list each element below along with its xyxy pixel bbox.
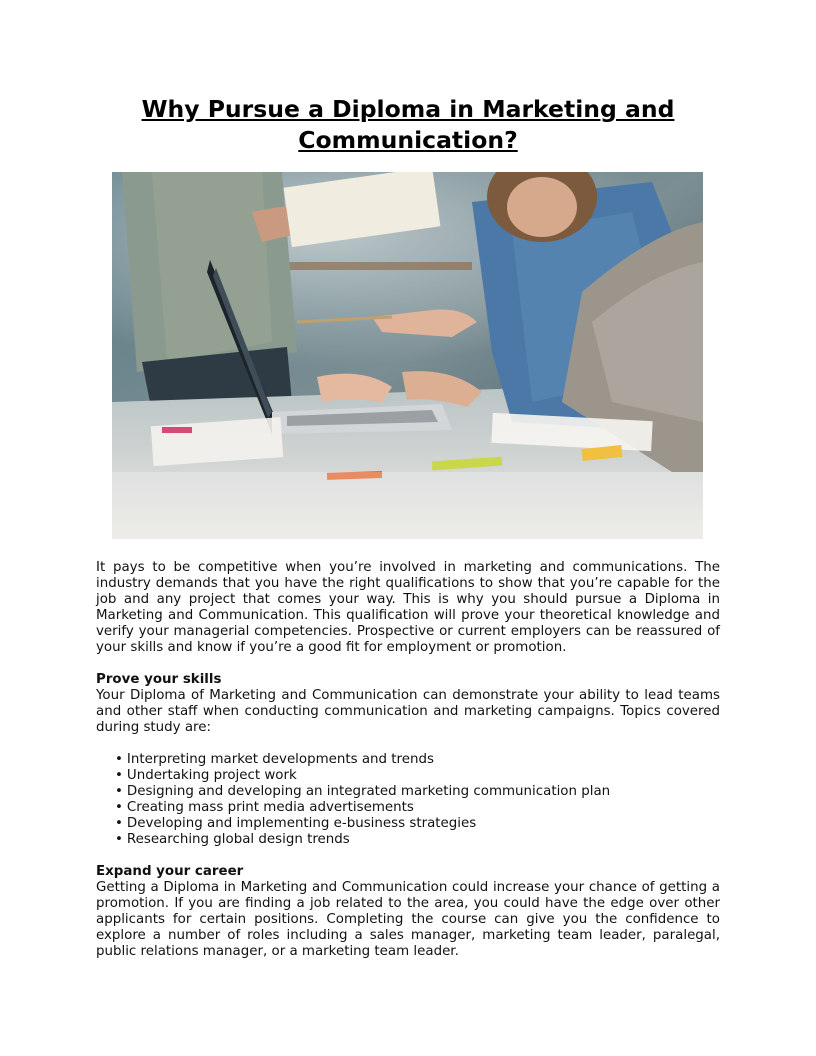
list-item: • Researching global design trends [115,832,610,848]
intro-paragraph: It pays to be competitive when you’re involved in marketing and communications. The industry demands that you have the right qualifications to show that you’re capable for the job and any project that comes your way. This is why you should pursue a Diploma in Marketing and Communication. This qualification will prove your theoretical knowledge and verify your managerial competencies. Prospective or current employers can be reassured of your skills and know if you’re a good fit for employment or promotion. [96,560,720,655]
list-item: • Designing and developing an integrated marketing communication plan [115,784,610,800]
list-item: • Interpreting market developments and trends [115,752,610,768]
list-item: • Undertaking project work [115,768,610,784]
section-text-prove-skills: Your Diploma of Marketing and Communication can demonstrate your ability to lead teams and other staff when conducting communication and marketing campaigns. Topics covered during study are: [96,688,720,735]
section-heading-prove-skills: Prove your skills [96,672,222,687]
list-item: • Developing and implementing e-business strategies [115,816,610,832]
page-title: Why Pursue a Diploma in Marketing and Communication? [141,95,675,154]
section-text-expand-career: Getting a Diploma in Marketing and Communication could increase your chance of getting a promotion. If you are finding a job related to the area, you could have the edge over other applicants for certain positions. Completing the course can give you the confidence to explore a number of roles including a sales manager, marketing team leader, paralegal, public relations manager, or a marketing team leader. [96,880,720,959]
topics-list [115,752,610,848]
team-meeting-photo [112,172,703,539]
list-item: • Creating mass print media advertisements [115,800,610,816]
section-heading-expand-career: Expand your career [96,864,244,879]
